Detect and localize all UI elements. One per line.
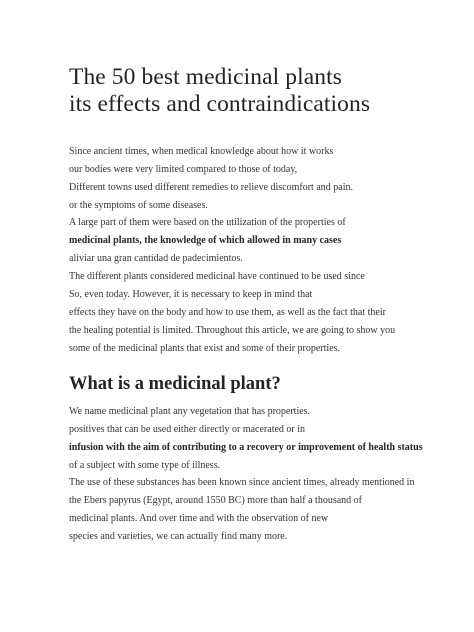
- text-line: or the symptoms of some diseases.: [69, 200, 208, 211]
- section-paragraph: [69, 403, 423, 475]
- intro-paragraph: [69, 268, 395, 358]
- text-line: the healing potential is limited. Throughout this article, we are going to show you: [69, 325, 396, 336]
- text-line: A large part of them were based on the utilization of the properties of: [69, 217, 346, 228]
- bold-text-line: infusion with the aim of contributing to a recovery or improvement of health status: [69, 442, 423, 453]
- text-line: The different plants considered medicinal have continued to be used since: [69, 271, 365, 282]
- text-line: effects they have on the body and how to use them, as well as the fact that their: [69, 307, 386, 318]
- text-line: positives that can be used either directly or macerated or in: [69, 424, 306, 435]
- text-line: species and varieties, we can actually find many more.: [69, 531, 288, 542]
- text-line: So, even today. However, it is necessary to keep in mind that: [69, 289, 313, 300]
- page-title: [69, 64, 370, 118]
- section-heading: What is a medicinal plant?: [69, 374, 281, 394]
- bold-text-line: medicinal plants, the knowledge of which allowed in many cases: [69, 235, 342, 246]
- text-line: aliviar una gran cantidad de padecimientos.: [69, 253, 243, 264]
- text-line: We name medicinal plant any vegetation that has properties.: [69, 406, 311, 417]
- text-line: our bodies were very limited compared to those of today,: [69, 164, 298, 175]
- text-line: medicinal plants. And over time and with the observation of new: [69, 513, 329, 524]
- section-paragraph: [69, 474, 414, 546]
- title-line: The 50 best medicinal plants: [69, 64, 342, 90]
- text-line: the Ebers papyrus (Egypt, around 1550 BC) more than half a thousand of: [69, 495, 362, 506]
- text-line: some of the medicinal plants that exist and some of their properties.: [69, 343, 341, 354]
- text-line: of a subject with some type of illness.: [69, 460, 221, 471]
- text-line: Different towns used different remedies to relieve discomfort and pain.: [69, 182, 353, 193]
- text-line: Since ancient times, when medical knowledge about how it works: [69, 146, 334, 157]
- title-line: its effects and contraindications: [69, 91, 371, 117]
- intro-paragraph: [69, 214, 346, 268]
- intro-paragraph: [69, 143, 353, 215]
- text-line: The use of these substances has been known since ancient times, already mentioned in: [69, 477, 415, 488]
